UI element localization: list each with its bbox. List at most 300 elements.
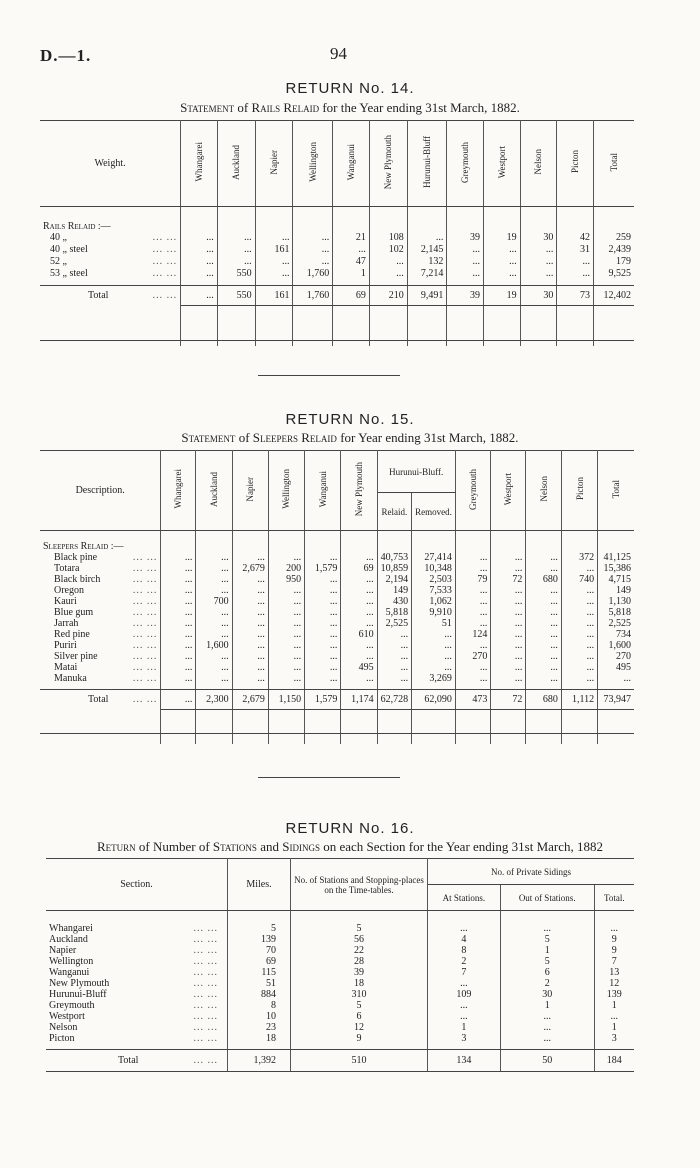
row-label xyxy=(40,574,161,585)
table-cell: 884 xyxy=(228,989,291,1000)
table-cell: ... xyxy=(305,629,341,640)
return-16-subtitle: Return of Number of Stations and Sidings on each Section for the Year ending 31st March, 1882 xyxy=(96,839,604,854)
table-cell: ... xyxy=(561,673,597,684)
table-cell: ... xyxy=(561,607,597,618)
table-row xyxy=(46,1000,634,1011)
table-cell: 310 xyxy=(291,989,428,1000)
total-label xyxy=(40,690,161,710)
table-cell: ... xyxy=(232,662,268,673)
table-cell: 3,269 xyxy=(412,673,456,684)
row-label xyxy=(40,585,161,596)
leader-dots: ... ... xyxy=(132,617,158,629)
table-cell: ... xyxy=(484,256,521,268)
table-row xyxy=(40,256,634,268)
table-cell: ... xyxy=(161,607,196,618)
table-cell: ... xyxy=(305,651,341,662)
table-cell: 1 xyxy=(611,999,617,1011)
row-label-text: Black birch xyxy=(54,573,101,585)
table-cell: 108 xyxy=(369,232,407,244)
total-cell: 134 xyxy=(428,1050,501,1072)
table-cell: ... xyxy=(526,673,562,684)
table-cell: 5 xyxy=(500,934,594,945)
table-cell: ... xyxy=(412,640,456,651)
return-15-subtitle: Statement of Sleepers Relaid for Year ending 31st March, 1882. xyxy=(181,430,519,445)
leader-dots: ... ... xyxy=(193,922,218,934)
station-header xyxy=(561,451,597,531)
station-header-label: Napier xyxy=(269,149,280,175)
at-stations-header: At Stations. xyxy=(428,885,501,911)
table-cell: 9,910 xyxy=(412,607,456,618)
table-cell: 430 xyxy=(377,596,412,607)
table-cell: 1 xyxy=(428,1022,501,1033)
station-header-label: Napier xyxy=(245,476,256,502)
table-row xyxy=(40,585,634,596)
leader-dots: ... ... xyxy=(193,1021,218,1033)
return-14-title: RETURN No. 14. xyxy=(285,80,415,97)
table-cell: ... xyxy=(333,244,370,256)
total-label xyxy=(40,286,181,306)
row-label-text: 40 „ steel xyxy=(50,244,88,255)
table-cell: ... xyxy=(341,673,377,684)
table-cell: ... xyxy=(526,563,562,574)
table-cell: 149 xyxy=(377,585,412,596)
station-header xyxy=(232,451,268,531)
table-cell: ... xyxy=(196,563,232,574)
table-cell: 41,125 xyxy=(603,551,631,563)
table-cell: ... xyxy=(561,640,597,651)
table-cell: 7,533 xyxy=(412,585,456,596)
table-cell: ... xyxy=(232,629,268,640)
table-cell: ... xyxy=(196,585,232,596)
table-cell: ... xyxy=(268,673,304,684)
table-cell: 680 xyxy=(526,574,562,585)
table-cell: ... xyxy=(196,552,232,563)
table-cell: ... xyxy=(232,673,268,684)
table-cell: 69 xyxy=(341,563,377,574)
station-header xyxy=(268,451,304,531)
table-row xyxy=(46,989,634,1000)
table-row xyxy=(40,244,634,256)
table-cell: ... xyxy=(232,552,268,563)
table-cell: 8 xyxy=(428,945,501,956)
table-cell: 109 xyxy=(428,989,501,1000)
table-cell: ... xyxy=(341,552,377,563)
station-header xyxy=(520,121,557,207)
table-cell: 5 xyxy=(228,923,291,934)
section-name-text: New Plymouth xyxy=(49,977,110,989)
table-cell: ... xyxy=(377,629,412,640)
page-number: 94 xyxy=(330,44,347,63)
total-cell: 161 xyxy=(255,286,293,306)
station-header-label: Picton xyxy=(570,150,581,174)
table-cell: ... xyxy=(455,596,491,607)
table-cell: ... xyxy=(455,607,491,618)
station-header xyxy=(333,121,370,207)
table-cell: ... xyxy=(455,618,491,629)
table-cell: ... xyxy=(561,662,597,673)
table-cell: ... xyxy=(268,618,304,629)
table-cell: 2,525 xyxy=(377,618,412,629)
table-cell: ... xyxy=(520,256,557,268)
table-cell: 31 xyxy=(557,244,594,256)
table-cell: ... xyxy=(407,232,447,244)
total-cell: 210 xyxy=(369,286,407,306)
station-header xyxy=(455,451,491,531)
total-cell: 62,090 xyxy=(412,690,456,710)
section-name xyxy=(46,923,228,934)
table-cell: 5,818 xyxy=(608,606,631,618)
station-header-label: Hurunui-Bluff xyxy=(422,136,433,188)
leader-dots: ... ... xyxy=(132,650,158,662)
table-cell: ... xyxy=(526,607,562,618)
table-row xyxy=(46,967,634,978)
leader-dots: ... ... xyxy=(193,966,218,978)
row-label xyxy=(40,673,161,684)
total-cell: 72 xyxy=(491,690,526,710)
station-header-label: Wanganui xyxy=(317,470,328,508)
table-cell: 2,525 xyxy=(608,617,631,629)
section-name xyxy=(46,934,228,945)
table-cell: 5 xyxy=(291,1000,428,1011)
leader-dots: ... ... xyxy=(193,1055,218,1066)
table-row xyxy=(40,629,634,640)
table-cell: 1 xyxy=(611,1021,617,1033)
table-cell: ... xyxy=(255,268,293,280)
station-header xyxy=(593,121,634,207)
table-cell: 1,579 xyxy=(305,563,341,574)
table-cell: ... xyxy=(305,574,341,585)
total-cell: 1,392 xyxy=(228,1050,291,1072)
table-cell: 12 xyxy=(291,1022,428,1033)
station-header xyxy=(341,451,377,531)
table-cell: 4 xyxy=(428,934,501,945)
station-header xyxy=(407,121,447,207)
total-cell: 50 xyxy=(500,1050,594,1072)
table-cell: ... xyxy=(447,256,484,268)
total-cell: 2,679 xyxy=(232,690,268,710)
leader-dots: ... ... xyxy=(193,955,218,967)
table-cell: ... xyxy=(161,618,196,629)
table-cell: ... xyxy=(196,662,232,673)
table-cell: 115 xyxy=(228,967,291,978)
table-cell: ... xyxy=(491,673,526,684)
table-row xyxy=(46,934,634,945)
table-cell: ... xyxy=(268,651,304,662)
table-cell: ... xyxy=(161,574,196,585)
table-cell: ... xyxy=(561,596,597,607)
table-cell: ... xyxy=(412,662,456,673)
leader-dots: ... ... xyxy=(132,551,158,563)
table-cell: 734 xyxy=(616,628,631,640)
table-cell: 5 xyxy=(291,923,428,934)
table-cell: 47 xyxy=(333,256,370,268)
table-cell: ... xyxy=(341,618,377,629)
table-cell: 9 xyxy=(291,1033,428,1044)
table-cell: ... xyxy=(305,662,341,673)
total-cell: 69 xyxy=(333,286,370,306)
total-cell: 39 xyxy=(447,286,484,306)
table-cell: 270 xyxy=(616,650,631,662)
station-header xyxy=(217,121,255,207)
table-cell: 1,600 xyxy=(608,639,631,651)
table-cell: 5 xyxy=(500,956,594,967)
section-name xyxy=(46,967,228,978)
station-header xyxy=(181,121,218,207)
table-cell: ... xyxy=(428,1000,501,1011)
table-cell: 149 xyxy=(616,584,631,596)
total-cell: 1,579 xyxy=(305,690,341,710)
section-label: Rails Relaid :— xyxy=(40,221,181,232)
table-cell: ... xyxy=(455,552,491,563)
section-name xyxy=(46,1033,228,1044)
page-reference: D.—1. xyxy=(40,46,92,65)
separator-rule xyxy=(258,375,400,376)
table-cell: ... xyxy=(181,268,218,280)
table-cell: 1 xyxy=(500,945,594,956)
section-header: Section. xyxy=(46,859,228,911)
table-cell: 3 xyxy=(428,1033,501,1044)
leader-dots: ... ... xyxy=(132,595,158,607)
table-row xyxy=(40,618,634,629)
station-header-label: Picton xyxy=(574,477,585,501)
table-cell: ... xyxy=(500,923,594,934)
table-cell: 79 xyxy=(455,574,491,585)
station-header-label: Nelson xyxy=(538,476,549,502)
table-cell: ... xyxy=(232,640,268,651)
table-row xyxy=(46,923,634,934)
table-cell: 3 xyxy=(611,1032,617,1044)
table-cell: ... xyxy=(491,640,526,651)
table-cell: 1,600 xyxy=(196,640,232,651)
table-cell: ... xyxy=(455,673,491,684)
section-name xyxy=(46,1000,228,1011)
row-label-text: Kauri xyxy=(54,595,77,607)
section-name-text: Whangarei xyxy=(49,922,93,934)
leader-dots: ... ... xyxy=(152,244,178,255)
station-header xyxy=(526,451,562,531)
table-cell: ... xyxy=(447,244,484,256)
table-cell: 2 xyxy=(500,978,594,989)
total-cell: 1,112 xyxy=(561,690,597,710)
table-cell: ... xyxy=(293,256,333,268)
row-label-text: 52 „ xyxy=(50,256,67,267)
station-header xyxy=(161,451,196,531)
table-cell: 2 xyxy=(428,956,501,967)
table-cell: ... xyxy=(455,585,491,596)
station-header-label: Wellington xyxy=(281,469,292,509)
table-row xyxy=(46,945,634,956)
table-cell: 6 xyxy=(291,1011,428,1022)
table-cell: ... xyxy=(484,244,521,256)
row-label xyxy=(40,256,181,268)
table-cell: 9,525 xyxy=(608,268,631,279)
table-cell: ... xyxy=(341,640,377,651)
table-cell: ... xyxy=(455,640,491,651)
total-cell: 510 xyxy=(291,1050,428,1072)
total-cell: 550 xyxy=(217,286,255,306)
table-cell: ... xyxy=(161,585,196,596)
table-cell: 19 xyxy=(484,232,521,244)
table-cell: ... xyxy=(181,244,218,256)
station-header xyxy=(484,121,521,207)
station-header-label: New Plymouth xyxy=(383,134,394,190)
leader-dots: ... ... xyxy=(132,672,158,684)
row-label xyxy=(40,232,181,244)
table-cell: ... xyxy=(428,978,501,989)
table-cell: 21 xyxy=(333,232,370,244)
table-cell: ... xyxy=(526,651,562,662)
table-cell: 8 xyxy=(228,1000,291,1011)
station-header xyxy=(255,121,293,207)
leader-dots: ... ... xyxy=(152,290,178,302)
row-label xyxy=(40,563,161,574)
table-cell: 70 xyxy=(228,945,291,956)
table-cell: ... xyxy=(341,651,377,662)
row-label xyxy=(40,629,161,640)
table-cell: ... xyxy=(526,596,562,607)
total-row xyxy=(46,1050,634,1072)
table-cell: ... xyxy=(217,232,255,244)
table-cell: 27,414 xyxy=(412,552,456,563)
table-cell: ... xyxy=(491,629,526,640)
table-cell: 10 xyxy=(228,1011,291,1022)
table-cell: ... xyxy=(526,640,562,651)
leader-dots: ... ... xyxy=(132,694,158,706)
row-label xyxy=(40,244,181,256)
table-cell: 13 xyxy=(609,966,620,978)
table-cell: ... xyxy=(500,1011,594,1022)
table-cell: ... xyxy=(455,662,491,673)
total-cell: 2,300 xyxy=(196,690,232,710)
table-cell: ... xyxy=(491,618,526,629)
section-name-text: Wellington xyxy=(49,955,94,967)
row-label xyxy=(40,552,161,563)
table-row xyxy=(46,956,634,967)
table-cell: ... xyxy=(305,618,341,629)
table-cell: 179 xyxy=(616,256,631,267)
return-14-bottom-rule xyxy=(40,340,634,341)
table-cell: ... xyxy=(305,585,341,596)
table-cell: 2,194 xyxy=(377,574,412,585)
row-label-text: Puriri xyxy=(54,639,77,651)
table-cell: 15,386 xyxy=(603,562,631,574)
table-row xyxy=(40,596,634,607)
table-cell: 139 xyxy=(606,988,622,1000)
total-cell: 9,491 xyxy=(407,286,447,306)
total-cell: 19 xyxy=(484,286,521,306)
table-cell: 6 xyxy=(500,967,594,978)
table-cell: ... xyxy=(181,256,218,268)
table-cell: ... xyxy=(526,552,562,563)
table-cell: 2,439 xyxy=(608,244,631,255)
leader-dots: ... ... xyxy=(152,256,178,267)
table-cell: 69 xyxy=(228,956,291,967)
station-header xyxy=(557,121,594,207)
table-cell: ... xyxy=(369,268,407,280)
station-header-label: Total xyxy=(608,152,619,172)
leader-dots: ... ... xyxy=(132,628,158,640)
table-cell: ... xyxy=(428,1011,501,1022)
table-cell: 2,679 xyxy=(232,563,268,574)
leader-dots: ... ... xyxy=(132,661,158,673)
section-name xyxy=(46,989,228,1000)
total-cell: 12,402 xyxy=(593,286,634,306)
section-name xyxy=(46,1022,228,1033)
section-name-text: Westport xyxy=(49,1010,85,1022)
table-cell: ... xyxy=(255,232,293,244)
removed-header: Removed. xyxy=(412,493,456,531)
table-cell: ... xyxy=(293,232,333,244)
table-cell: 56 xyxy=(291,934,428,945)
table-cell: 9 xyxy=(611,933,617,945)
table-cell: ... xyxy=(561,618,597,629)
private-sidings-header: No. of Private Sidings xyxy=(428,859,635,885)
row-label-text: Oregon xyxy=(54,584,84,596)
table-cell: ... xyxy=(196,651,232,662)
station-header xyxy=(196,451,232,531)
leader-dots: ... ... xyxy=(132,562,158,574)
table-cell: 4,715 xyxy=(608,573,631,585)
table-cell: 700 xyxy=(196,596,232,607)
table-row xyxy=(40,552,634,563)
table-cell: ... xyxy=(623,672,631,684)
stations-header: No. of Stations and Stopping-places on the Time-tables. xyxy=(291,859,428,911)
table-cell: 7 xyxy=(428,967,501,978)
table-cell: ... xyxy=(268,629,304,640)
total-label xyxy=(46,1050,228,1072)
table-row xyxy=(40,607,634,618)
table-cell: ... xyxy=(491,563,526,574)
table-cell: ... xyxy=(293,244,333,256)
table-cell: 72 xyxy=(491,574,526,585)
total-row xyxy=(40,286,634,306)
station-header-label: New Plymouth xyxy=(353,461,364,517)
table-cell: ... xyxy=(232,585,268,596)
return-14-subtitle: Statement of Rails Relaid for the Year ending 31st March, 1882. xyxy=(180,100,520,115)
table-cell: 9 xyxy=(611,944,617,956)
station-header-label: Wellington xyxy=(307,142,318,182)
leader-dots: ... ... xyxy=(193,1032,218,1044)
table-cell: ... xyxy=(196,607,232,618)
leader-dots: ... ... xyxy=(193,933,218,945)
table-cell: ... xyxy=(305,552,341,563)
table-cell: 1 xyxy=(500,1000,594,1011)
table-cell: 161 xyxy=(255,244,293,256)
section-name-text: Napier xyxy=(49,944,77,956)
row-label xyxy=(40,640,161,651)
table-cell: ... xyxy=(341,596,377,607)
table-cell: ... xyxy=(610,1010,619,1022)
table-cell: ... xyxy=(610,922,619,934)
station-header xyxy=(447,121,484,207)
section-name-text: Auckland xyxy=(49,933,88,945)
station-header-label: Greymouth xyxy=(468,468,479,510)
station-header-label: Auckland xyxy=(208,471,219,507)
section-name xyxy=(46,1011,228,1022)
table-cell: ... xyxy=(526,629,562,640)
station-header-label: Total xyxy=(611,479,622,499)
table-cell: 950 xyxy=(268,574,304,585)
separator-rule-2 xyxy=(258,777,400,778)
table-cell: 259 xyxy=(616,232,631,243)
table-cell: 495 xyxy=(341,662,377,673)
table-cell: ... xyxy=(491,552,526,563)
table-cell: ... xyxy=(161,552,196,563)
row-label xyxy=(40,596,161,607)
table-cell: 1,062 xyxy=(412,596,456,607)
table-cell: 51 xyxy=(228,978,291,989)
return-14-table xyxy=(40,120,634,346)
